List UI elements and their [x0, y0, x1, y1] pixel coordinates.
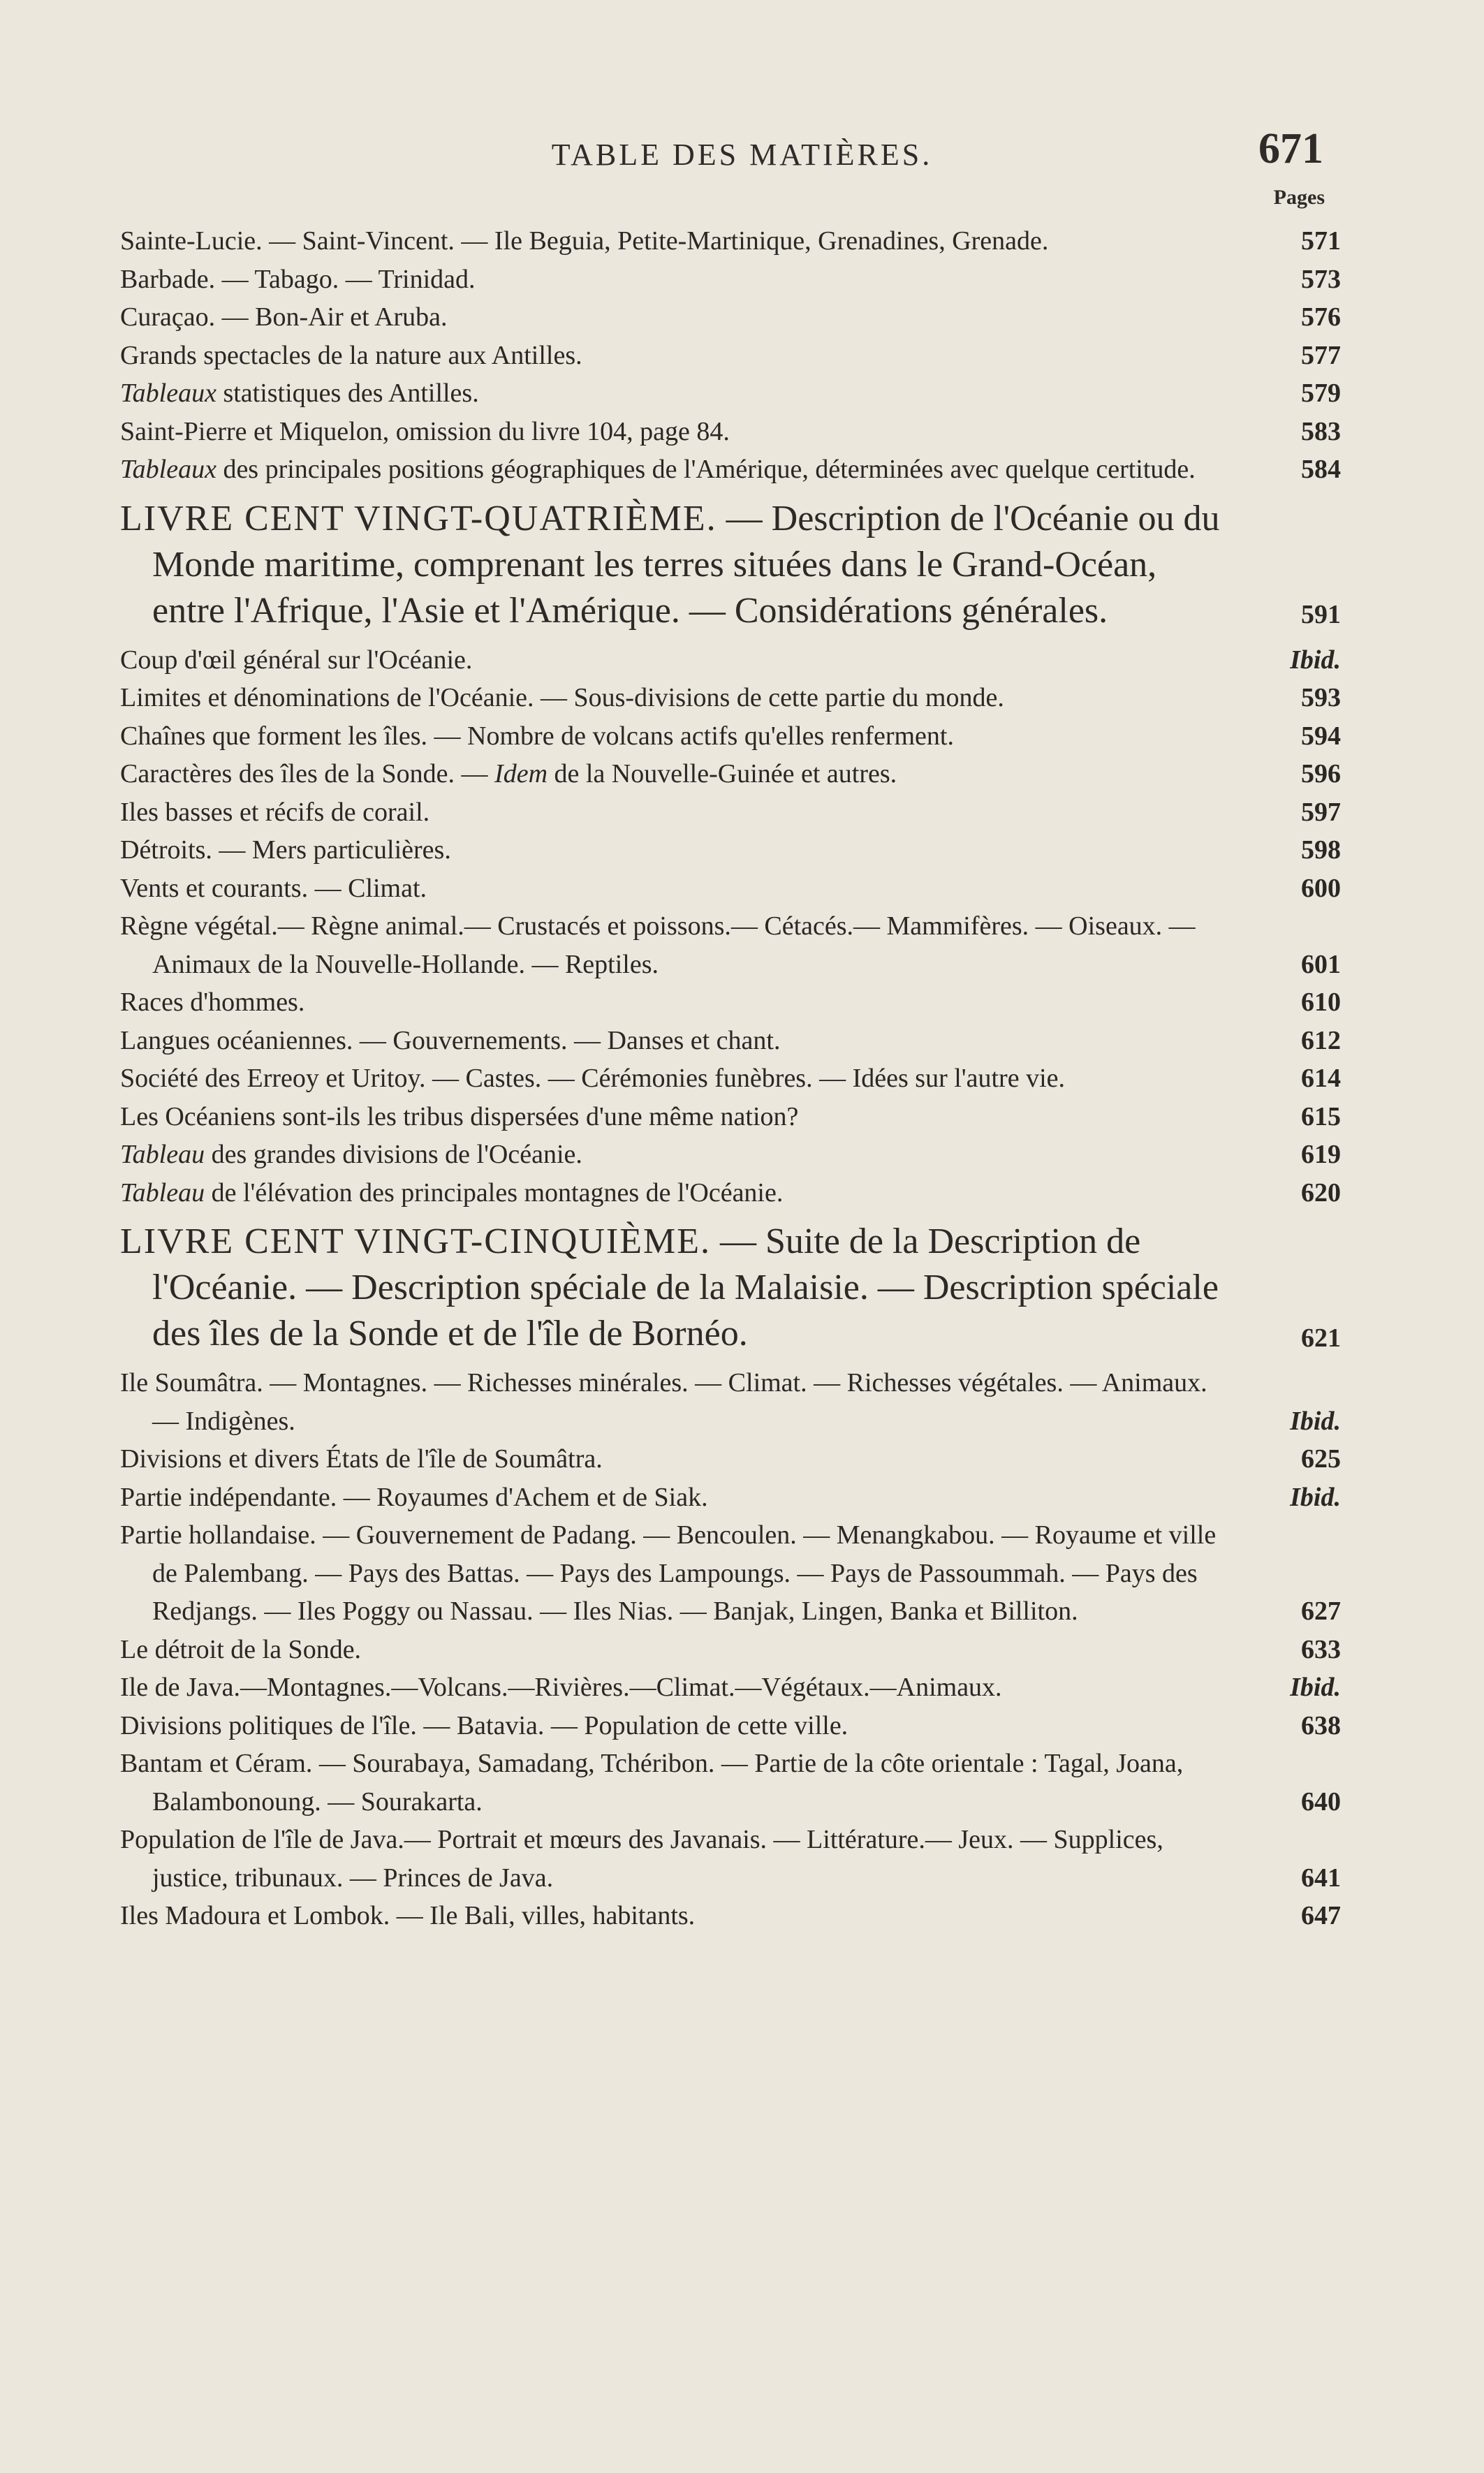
toc-page-ref: Ibid.: [1290, 1482, 1341, 1512]
toc-page-ref: Ibid.: [1290, 645, 1341, 675]
toc-page-ref: Ibid.: [1290, 1673, 1341, 1702]
toc-page-ref: 627: [1301, 1597, 1341, 1626]
toc-page-ref: 591: [1301, 600, 1341, 629]
toc-entry: Iles basses et récifs de corail. 597: [120, 793, 1341, 832]
toc-page-ref: 612: [1301, 1025, 1341, 1055]
toc-page-ref: 594: [1301, 721, 1341, 751]
toc-page-ref: 640: [1301, 1786, 1341, 1817]
toc-entry: Le détroit de la Sonde. 633: [120, 1631, 1341, 1669]
toc-page-ref: 615: [1301, 1101, 1341, 1131]
toc-page-ref: 579: [1301, 379, 1341, 408]
toc-page-ref: 647: [1301, 1901, 1341, 1930]
toc-entry: Grands spectacles de la nature aux Antilles. 577: [120, 337, 1341, 375]
toc-entry: Caractères des îles de la Sonde. — Idem de la Nouvelle-Guinée et autres. 596: [120, 755, 1341, 793]
toc-page-ref: 576: [1301, 302, 1341, 332]
running-title: TABLE DES MATIÈRES.: [551, 138, 933, 172]
toc-page-ref: 598: [1301, 835, 1341, 865]
book-heading-125: LIVRE CENT VINGT-CINQUIÈME. — Suite de la Description de l'Océanie. — Description spéciale de la Malaisie. — Description spéciale des îles de la Sonde et de l'île de Bornéo. 621: [120, 1219, 1341, 1357]
toc-entry: Tableaux statistiques des Antilles. 579: [120, 374, 1341, 413]
toc-entry: Règne végétal.— Règne animal.— Crustacés et poissons.— Cétacés.— Mammifères. — Oiseaux. — Animaux de la Nouvelle-Hollande. — Reptiles. 601: [120, 907, 1341, 983]
toc-entry: Tableaux des principales positions géographiques de l'Amérique, déterminées avec quelque certitude. 584: [120, 450, 1341, 489]
toc-body: [120, 222, 1341, 1935]
toc-page-ref: 573: [1301, 264, 1341, 294]
toc-entry: Ile de Java.—Montagnes.—Volcans.—Rivières.—Climat.—Végétaux.—Animaux. Ibid.: [120, 1668, 1341, 1707]
toc-page-ref: 610: [1301, 988, 1341, 1017]
toc-page-ref: 638: [1301, 1710, 1341, 1740]
toc-entry: Sainte-Lucie. — Saint-Vincent. — Ile Beguia, Petite-Martinique, Grenadines, Grenade. 571: [120, 222, 1341, 260]
pages-column-label: Pages: [1273, 186, 1325, 209]
toc-page-ref: 583: [1301, 416, 1341, 446]
toc-page-ref: 593: [1301, 683, 1341, 712]
toc-entry: Société des Erreoy et Uritoy. — Castes. — Cérémonies funèbres. — Idées sur l'autre vie. 614: [120, 1059, 1341, 1098]
toc-entry: Bantam et Céram. — Sourabaya, Samadang, Tchéribon. — Partie de la côte orientale : Tagal, Joana, Balambonoung. — Sourakarta. 640: [120, 1745, 1341, 1821]
toc-entry: Saint-Pierre et Miquelon, omission du livre 104, page 84. 583: [120, 413, 1341, 451]
toc-entry: Les Océaniens sont-ils les tribus dispersées d'une même nation? 615: [120, 1098, 1341, 1136]
toc-entry: Partie indépendante. — Royaumes d'Achem et de Siak. Ibid.: [120, 1478, 1341, 1517]
toc-page-ref: 597: [1301, 797, 1341, 827]
toc-entry: Curaçao. — Bon-Air et Aruba. 576: [120, 298, 1341, 337]
toc-page-ref: 633: [1301, 1634, 1341, 1664]
toc-page-ref: 621: [1301, 1323, 1341, 1353]
toc-entry: Barbade. — Tabago. — Trinidad. 573: [120, 260, 1341, 299]
toc-page-ref: 625: [1301, 1444, 1341, 1474]
toc-entry: Coup d'œil général sur l'Océanie. Ibid.: [120, 641, 1341, 680]
toc-page-ref: 571: [1301, 226, 1341, 256]
toc-entry: Tableau de l'élévation des principales montagnes de l'Océanie. 620: [120, 1174, 1341, 1212]
toc-entry: Population de l'île de Java.— Portrait et mœurs des Javanais. — Littérature.— Jeux. — Supplices, justice, tribunaux. — Princes de Java. 641: [120, 1821, 1341, 1897]
toc-page-ref: 601: [1301, 949, 1341, 979]
toc-page-ref: 596: [1301, 759, 1341, 788]
toc-entry: Limites et dénominations de l'Océanie. — Sous-divisions de cette partie du monde. 593: [120, 679, 1341, 717]
toc-entry: Vents et courants. — Climat. 600: [120, 869, 1341, 908]
toc-entry: Partie hollandaise. — Gouvernement de Padang. — Bencoulen. — Menangkabou. — Royaume et ville de Palembang. — Pays des Battas. — Pays des Lampoungs. — Pays de Passoummah. — Pays des Redjangs. — Iles Poggy ou Nassau. — Iles Nias. — Banjak, Lingen, Banka et Billiton. 627: [120, 1516, 1341, 1631]
toc-entry: Divisions et divers États de l'île de Soumâtra. 625: [120, 1440, 1341, 1478]
toc-entry: Détroits. — Mers particulières. 598: [120, 831, 1341, 869]
page-number: 671: [1258, 125, 1323, 173]
toc-entry: Races d'hommes. 610: [120, 983, 1341, 1022]
toc-entry: Divisions politiques de l'île. — Batavia. — Population de cette ville. 638: [120, 1707, 1341, 1745]
toc-page-ref: 619: [1301, 1140, 1341, 1169]
toc-entry: Langues océaniennes. — Gouvernements. — Danses et chant. 612: [120, 1022, 1341, 1060]
toc-entry: Tableau des grandes divisions de l'Océanie. 619: [120, 1136, 1341, 1174]
toc-page-ref: 577: [1301, 340, 1341, 370]
toc-page-ref: 584: [1301, 455, 1341, 484]
toc-page-ref: 614: [1301, 1064, 1341, 1093]
book-heading-124: LIVRE CENT VINGT-QUATRIÈME. — Description de l'Océanie ou du Monde maritime, comprenant les terres situées dans le Grand-Océan, entre l'Afrique, l'Asie et l'Amérique. — Considérations générales. 591: [120, 496, 1341, 634]
toc-entry: Ile Soumâtra. — Montagnes. — Richesses minérales. — Climat. — Richesses végétales. — Animaux. — Indigènes. Ibid.: [120, 1364, 1341, 1440]
page-header: [0, 124, 1484, 187]
toc-page-ref: 641: [1301, 1863, 1341, 1893]
toc-page-ref: Ibid.: [1290, 1406, 1341, 1436]
toc-page-ref: 620: [1301, 1177, 1341, 1208]
toc-entry: Chaînes que forment les îles. — Nombre de volcans actifs qu'elles renferment. 594: [120, 717, 1341, 756]
toc-entry: Iles Madoura et Lombok. — Ile Bali, villes, habitants. 647: [120, 1897, 1341, 1935]
toc-page-ref: 600: [1301, 873, 1341, 903]
